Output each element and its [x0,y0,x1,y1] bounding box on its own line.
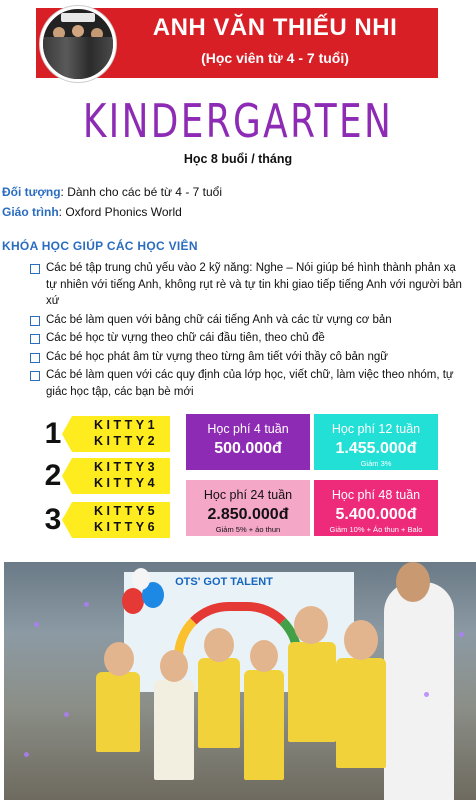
list-item-text: Các bé học phát âm từ vựng theo từng âm tiết với thầy cô bản ngữ [46,350,388,363]
level-number: 2 [44,459,62,492]
session-info: Học 8 buổi / tháng [183,152,293,166]
stage-banner-text: OTS' GOT TALENT [175,576,273,588]
light-dot [84,602,89,607]
fee-card-48-weeks [314,480,438,536]
level-row-1 [36,414,172,454]
level-row-3 [36,500,172,540]
class-photo-logo [40,6,116,82]
list-item [30,349,468,366]
child-figure [288,642,336,742]
level-number: 3 [44,503,62,536]
child-head [160,650,188,682]
teacher-head [396,562,430,602]
fee-label: Học phí 4 tuần [207,422,289,436]
light-dot [64,712,69,717]
checkbox-icon [30,264,40,274]
curriculum-line [2,205,182,219]
checkbox-icon [30,371,40,381]
list-item-text: Các bé tập trung chủ yếu vào 2 kỹ năng: Nghe – Nói giúp bé hình thành phản xạ tự nhiên với tiếng Anh, không rụt rè và tự tin khi giao tiếp tiếng Anh với người bản xứ [46,262,462,307]
light-dot [424,692,429,697]
class-performance-photo [4,562,476,800]
target-value: : Dành cho các bé từ 4 - 7 tuổi [60,185,223,199]
light-dot [459,632,464,637]
light-dot [34,622,39,627]
list-item [30,367,468,400]
level-name: KITTY4 [94,476,159,490]
fee-price: 2.850.000đ [207,506,289,523]
fee-price: 5.400.000đ [335,506,417,523]
list-item-text: Các bé học từ vựng theo chữ cái đầu tiên, theo chủ đề [46,332,325,344]
list-item [30,260,468,310]
child-figure [198,658,240,748]
level-row-2 [36,456,172,496]
page-subtitle: (Học viên từ 4 - 7 tuổi) [201,50,349,66]
fee-card-4-weeks [186,414,310,470]
level-number: 1 [44,417,62,450]
program-name: KINDERGARTEN [82,94,394,148]
target-line [2,185,222,199]
fee-label: Học phí 12 tuần [331,422,421,436]
fee-label: Học phí 48 tuần [331,488,421,502]
child-head [204,628,234,662]
fee-note: Giảm 10% + Áo thun + Balo [329,525,423,534]
benefits-list [30,260,468,402]
child-head [344,620,378,660]
fee-card-24-weeks [186,480,310,536]
child-head [104,642,134,676]
level-name: KITTY2 [94,434,159,448]
balloon-icon [132,568,150,590]
fee-card-12-weeks [314,414,438,470]
list-item [30,330,468,347]
child-head [250,640,278,672]
checkbox-icon [30,353,40,363]
list-item-text: Các bé làm quen với bảng chữ cái tiếng Anh và các từ vựng cơ bản [46,313,392,326]
fee-note: Giảm 5% + áo thun [215,525,281,534]
curriculum-label: Giáo trình [2,205,59,219]
level-name: KITTY5 [94,504,159,518]
level-name: KITTY3 [94,460,159,474]
level-name: KITTY1 [94,418,159,432]
child-figure [336,658,386,768]
fee-label: Học phí 24 tuần [203,488,293,502]
level-name: KITTY6 [94,520,159,534]
curriculum-value: : Oxford Phonics World [58,205,182,219]
fee-price: 500.000đ [214,440,282,457]
child-figure [154,680,194,780]
target-label: Đối tượng [2,185,61,199]
child-figure [244,670,284,780]
child-head [294,606,328,644]
child-figure [96,672,140,752]
teacher-figure [384,582,454,800]
list-item-text: Các bé làm quen với các quy định của lớp học, viết chữ, làm việc theo nhóm, tự giác học tập, các bạn bè mới [46,369,454,398]
fee-note: Giảm 3% [360,459,392,468]
page-title: ANH VĂN THIẾU NHI [152,14,398,41]
checkbox-icon [30,316,40,326]
list-item [30,312,468,329]
benefits-heading: KHÓA HỌC GIÚP CÁC HỌC VIÊN [2,239,198,253]
checkbox-icon [30,334,40,344]
light-dot [24,752,29,757]
balloon-icon [122,588,144,614]
fee-price: 1.455.000đ [335,440,417,457]
